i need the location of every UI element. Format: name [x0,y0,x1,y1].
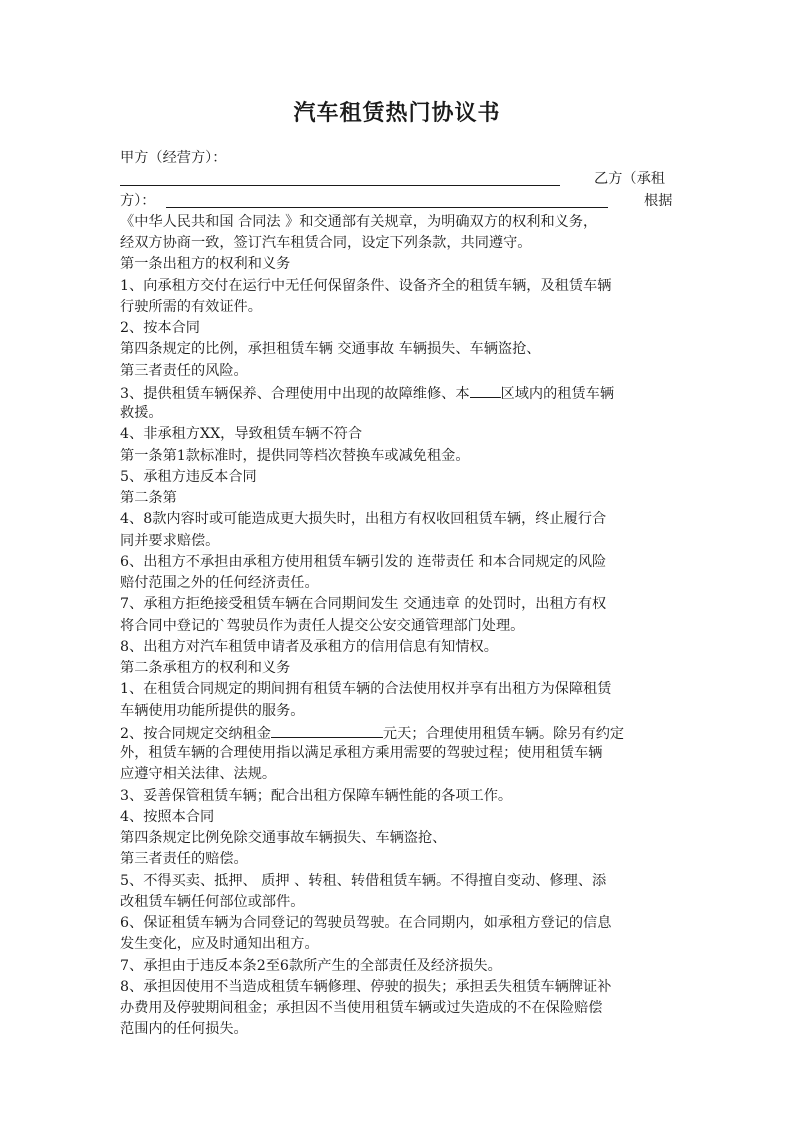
clause-line: 6、保证租赁车辆为合同登记的驾驶员驾驶。在合同期内，如承租方登记的信息 [120,915,612,931]
party-a-label: 甲方（经营方）： [120,150,227,166]
party-a-blank-line [120,169,674,190]
clause-line: 1、向承租方交付在运行中无任何保留条件、设备齐全的租赁车辆，及租赁车辆 [120,277,612,294]
rent-line [120,722,674,743]
rent-amount-blank [271,722,383,738]
clause-line: 应遵守相关法律、法规。 [120,766,277,783]
clause-text: 3、提供租赁车辆保养、合理使用中出现的故障维修、本 [120,385,470,402]
clause-line: 第一条第1款标准时，提供同等档次替换车或减免租金。 [120,447,470,464]
clause-line: 4、按照本合同 [120,808,215,825]
clause-line: 车辆使用功能所提供的服务。 [120,702,305,719]
clause-line: 1、在租赁合同规定的期间拥有租赁车辆的合法使用权并享有出租方为保障租赁 [120,681,612,698]
clause-line: 第四条规定的比例，承担租赁车辆 交通事故 车辆损失、车辆盗抢、 [120,341,541,358]
clause-line: 经双方协商一致，签订汽车租赁合同，设定下列条款，共同遵守。 [120,235,532,251]
region-blank [470,382,501,398]
party-b-label-2: 方）： [120,192,156,209]
clause-line: 5、不得买卖、抵押、 质押 、转租、转借租赁车辆。不得擅自变动、修理、添 [120,872,607,889]
clause-text: 区域内的租赁车辆 [500,385,615,402]
basis-word: 根据 [644,192,673,209]
section-heading: 第一条出租方的权利和义务 [120,256,291,273]
clause-line: 行驶所需的有效证件。 [120,298,262,315]
clause-line: 《中华人民共和国 合同法 》和交通部有关规章，为明确双方的权利和义务， [120,213,598,230]
party-b-blank [166,191,608,208]
clause-line: 同并要求赔偿。 [120,532,220,549]
clause-line: 2、按本合同 [120,320,200,336]
clause-text: 2、按合同规定交纳租金 [120,725,271,742]
document-title: 汽车租赁热门协议书 [293,100,501,126]
clause-line: 5、承租方违反本合同 [120,468,257,485]
clause-line: 第三者责任的赔偿。 [120,851,248,868]
clause-line: 第三者责任的风险。 [120,362,248,379]
party-a-blank [120,169,560,186]
clause-line: 将合同中登记的`驾驶员作为责任人提交公安交通管理部门处理。 [120,617,525,634]
clause-line: 赔付范围之外的任何经济责任。 [120,575,319,591]
clause-line-with-blank [120,382,674,403]
clause-line: 发生变化，应及时通知出租方。 [120,936,319,953]
clause-text: 元天；合理使用租赁车辆。除另有约定 [382,725,625,742]
clause-line: 第四条规定比例免除交通事故车辆损失、车辆盗抢、 [120,830,447,846]
clause-line: 6、出租方不承担由承租方使用租赁车辆引发的 连带责任 和本合同规定的风险 [120,553,607,570]
clause-line: 范围内的任何损失。 [120,1021,248,1038]
clause-line: 7、承担由于违反本条2至6款所产生的全部责任及经济损失。 [120,957,502,974]
clause-line: 8、承担因使用不当造成租赁车辆修理、停驶的损失；承担丢失租赁车辆牌证补 [120,978,612,995]
clause-line: 改租赁车辆任何部位或部件。 [120,893,305,910]
clause-line: 8、出租方对汽车租赁申请者及承租方的信用信息有知情权。 [120,638,498,655]
document-body [120,148,674,1041]
clause-line: 4、非承租方XX，导致租赁车辆不符合 [120,426,363,443]
clause-line: 救援。 [120,405,163,421]
party-b-label-1: 乙方（承租 [594,171,665,188]
clause-line: 3、妥善保管租赁车辆；配合出租方保障车辆性能的各项工作。 [120,787,513,804]
party-a-line [120,148,674,169]
clause-line: 7、承租方拒绝接受租赁车辆在合同期间发生 交通违章 的处罚时，出租方有权 [120,596,607,613]
party-b-line [120,191,674,212]
clause-line: 第二条第 [120,490,177,506]
clause-line: 外，租赁车辆的合理使用指以满足承租方乘用需要的驾驶过程；使用租赁车辆 [120,745,603,761]
clause-line: 办费用及停驶期间租金；承担因不当使用租赁车辆或过失造成的不在保险赔偿 [120,1000,603,1016]
section-heading: 第二条承租方的权利和义务 [120,660,291,676]
clause-line: 4、8款内容时或可能造成更大损失时，出租方有权收回租赁车辆，终止履行合 [120,511,607,528]
